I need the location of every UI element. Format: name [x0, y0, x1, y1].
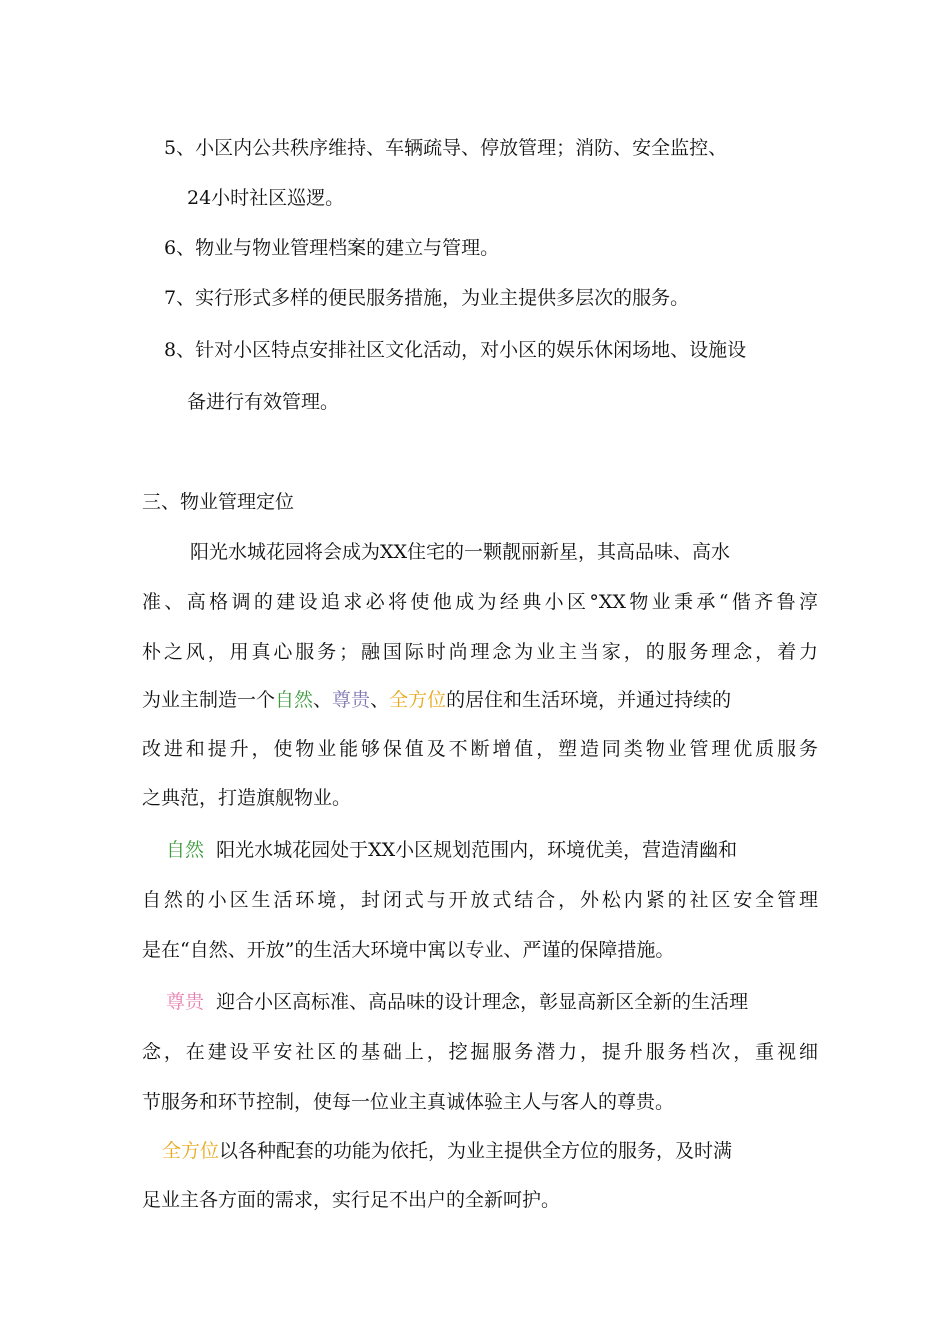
list-item-5-cont: 24小时社区巡逻。	[187, 187, 345, 209]
intro-line-6: 之典范，打造旗舰物业。	[142, 787, 352, 809]
noble-paragraph-line-1	[166, 990, 748, 1014]
all-round-paragraph-line-1	[162, 1139, 732, 1163]
list-item-8-cont: 备进行有效管理。	[187, 391, 340, 413]
noble-line-1-text: 迎合小区高标准、高品味的设计理念，彰显高新区全新的生活理	[216, 991, 749, 1013]
nature-paragraph-line-1	[166, 838, 737, 862]
all-round-paragraph-line-2: 足业主各方面的需求，实行足不出户的全新呵护。	[142, 1189, 561, 1211]
keyword-all-round: 全方位	[162, 1140, 220, 1162]
intro-line-2: 准、高格调的建设追求必将使他成为经典小区°XX物业秉承“偕齐鲁淳	[142, 591, 818, 613]
keyword-nature-intro: 自然	[275, 689, 314, 711]
all-round-line-1-text: 以各种配套的功能为依托，为业主提供全方位的服务，及时满	[219, 1140, 733, 1162]
list-item-6: 6、物业与物业管理档案的建立与管理。	[164, 237, 500, 259]
noble-paragraph-line-3: 节服务和环节控制，使每一位业主真诚体验主人与客人的尊贵。	[142, 1091, 675, 1113]
noble-paragraph-line-2: 念，在建设平安社区的基础上，挖掘服务潜力，提升服务档次，重视细	[142, 1041, 818, 1063]
list-item-7: 7、实行形式多样的便民服务措施，为业主提供多层次的服务。	[164, 287, 690, 309]
section-heading: 三、物业管理定位	[142, 491, 295, 513]
separator: 、	[370, 689, 390, 711]
nature-line-1-text: 阳光水城花园处于XX小区规划范围内，环境优美，营造清幽和	[216, 839, 738, 861]
intro-line-3: 朴之风，用真心服务；融国际时尚理念为业主当家，的服务理念，着力	[142, 641, 818, 663]
keyword-noble: 尊贵	[166, 991, 205, 1013]
intro-line-4	[142, 688, 818, 712]
keyword-noble-intro: 尊贵	[332, 689, 371, 711]
intro-line-5: 改进和提升，使物业能够保值及不断增值，塑造同类物业管理优质服务	[142, 738, 818, 760]
keyword-all-round-intro: 全方位	[389, 689, 447, 711]
keyword-nature: 自然	[166, 839, 205, 861]
intro-line-4-start: 为业主制造一个	[142, 689, 276, 711]
nature-paragraph-line-3: 是在“自然、开放”的生活大环境中寓以专业、严谨的保障措施。	[142, 939, 675, 961]
nature-paragraph-line-2: 自然的小区生活环境，封闭式与开放式结合，外松内紧的社区安全管理	[142, 889, 818, 911]
separator: 、	[313, 689, 333, 711]
intro-line-1: 阳光水城花园将会成为XX住宅的一颗靓丽新星，其高品味、高水	[190, 541, 731, 563]
list-item-5: 5、小区内公共秩序维持、车辆疏导、停放管理；消防、安全监控、	[164, 137, 728, 159]
intro-line-4-end: 的居住和生活环境，并通过持续的	[446, 689, 732, 711]
list-item-8: 8、针对小区特点安排社区文化活动，对小区的娱乐休闲场地、设施设	[164, 339, 747, 361]
